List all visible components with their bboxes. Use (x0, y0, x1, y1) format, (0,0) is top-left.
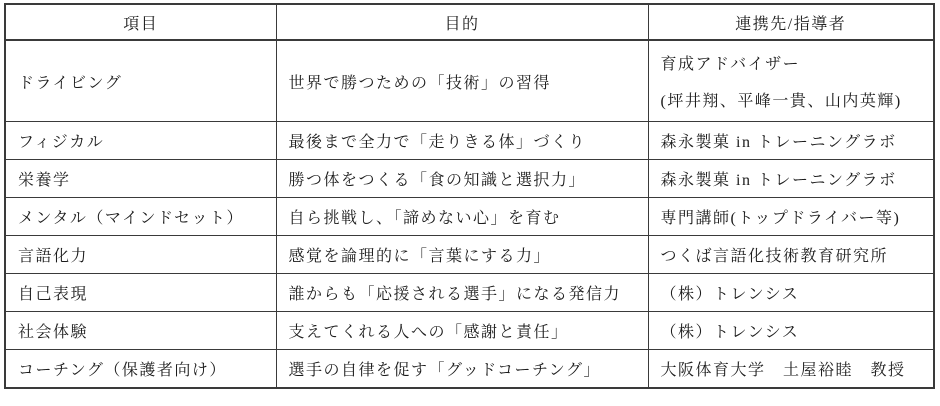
purpose-cell: 世界で勝つための「技術」の習得 (276, 40, 648, 122)
table-row (5, 236, 934, 274)
purpose-cell: 選手の自律を促す「グッドコーチング」 (276, 350, 648, 389)
item-cell: ドライビング (5, 40, 276, 122)
partner-cell: （株）トレンシス (648, 312, 934, 350)
purpose-cell: 勝つ体をつくる「食の知識と選択力」 (276, 160, 648, 198)
table-row (5, 312, 934, 350)
purpose-cell: 自ら挑戦し、「諦めない心」を育む (276, 198, 648, 236)
table-row (5, 274, 934, 312)
partner-cell: 専門講師(トップドライバー等) (648, 198, 934, 236)
purpose-cell: 支えてくれる人への「感謝と責任」 (276, 312, 648, 350)
table-row (5, 40, 934, 122)
item-cell: 自己表現 (5, 274, 276, 312)
partner-cell: （株）トレンシス (648, 274, 934, 312)
header-row (5, 4, 934, 40)
item-cell: コーチング（保護者向け） (5, 350, 276, 389)
table-row (5, 122, 934, 160)
purpose-cell: 最後まで全力で「走りきる体」づくり (276, 122, 648, 160)
purpose-cell: 誰からも「応援される選手」になる発信力 (276, 274, 648, 312)
partner-cell: 森永製菓 in トレーニングラボ (648, 160, 934, 198)
partner-line-2: (坪井翔、平峰一貴、山内英輝) (660, 93, 902, 110)
partner-cell: 大阪体育大学 土屋裕睦 教授 (648, 350, 934, 389)
item-cell: メンタル（マインドセット） (5, 198, 276, 236)
table-row (5, 350, 934, 389)
purpose-cell: 感覚を論理的に「言葉にする力」 (276, 236, 648, 274)
partner-cell (648, 40, 934, 122)
item-cell: 栄養学 (5, 160, 276, 198)
partner-line-1: 育成アドバイザー (660, 56, 801, 73)
item-cell: フィジカル (5, 122, 276, 160)
item-cell: 社会体験 (5, 312, 276, 350)
header-cell-item: 項目 (5, 4, 276, 40)
table-row (5, 198, 934, 236)
item-cell: 言語化力 (5, 236, 276, 274)
header-cell-purpose: 目的 (276, 4, 648, 40)
header-cell-partner: 連携先/指導者 (648, 4, 934, 40)
partner-cell: つくば言語化技術教育研究所 (648, 236, 934, 274)
table-row (5, 160, 934, 198)
partner-cell: 森永製菓 in トレーニングラボ (648, 122, 934, 160)
curriculum-table (4, 3, 935, 389)
